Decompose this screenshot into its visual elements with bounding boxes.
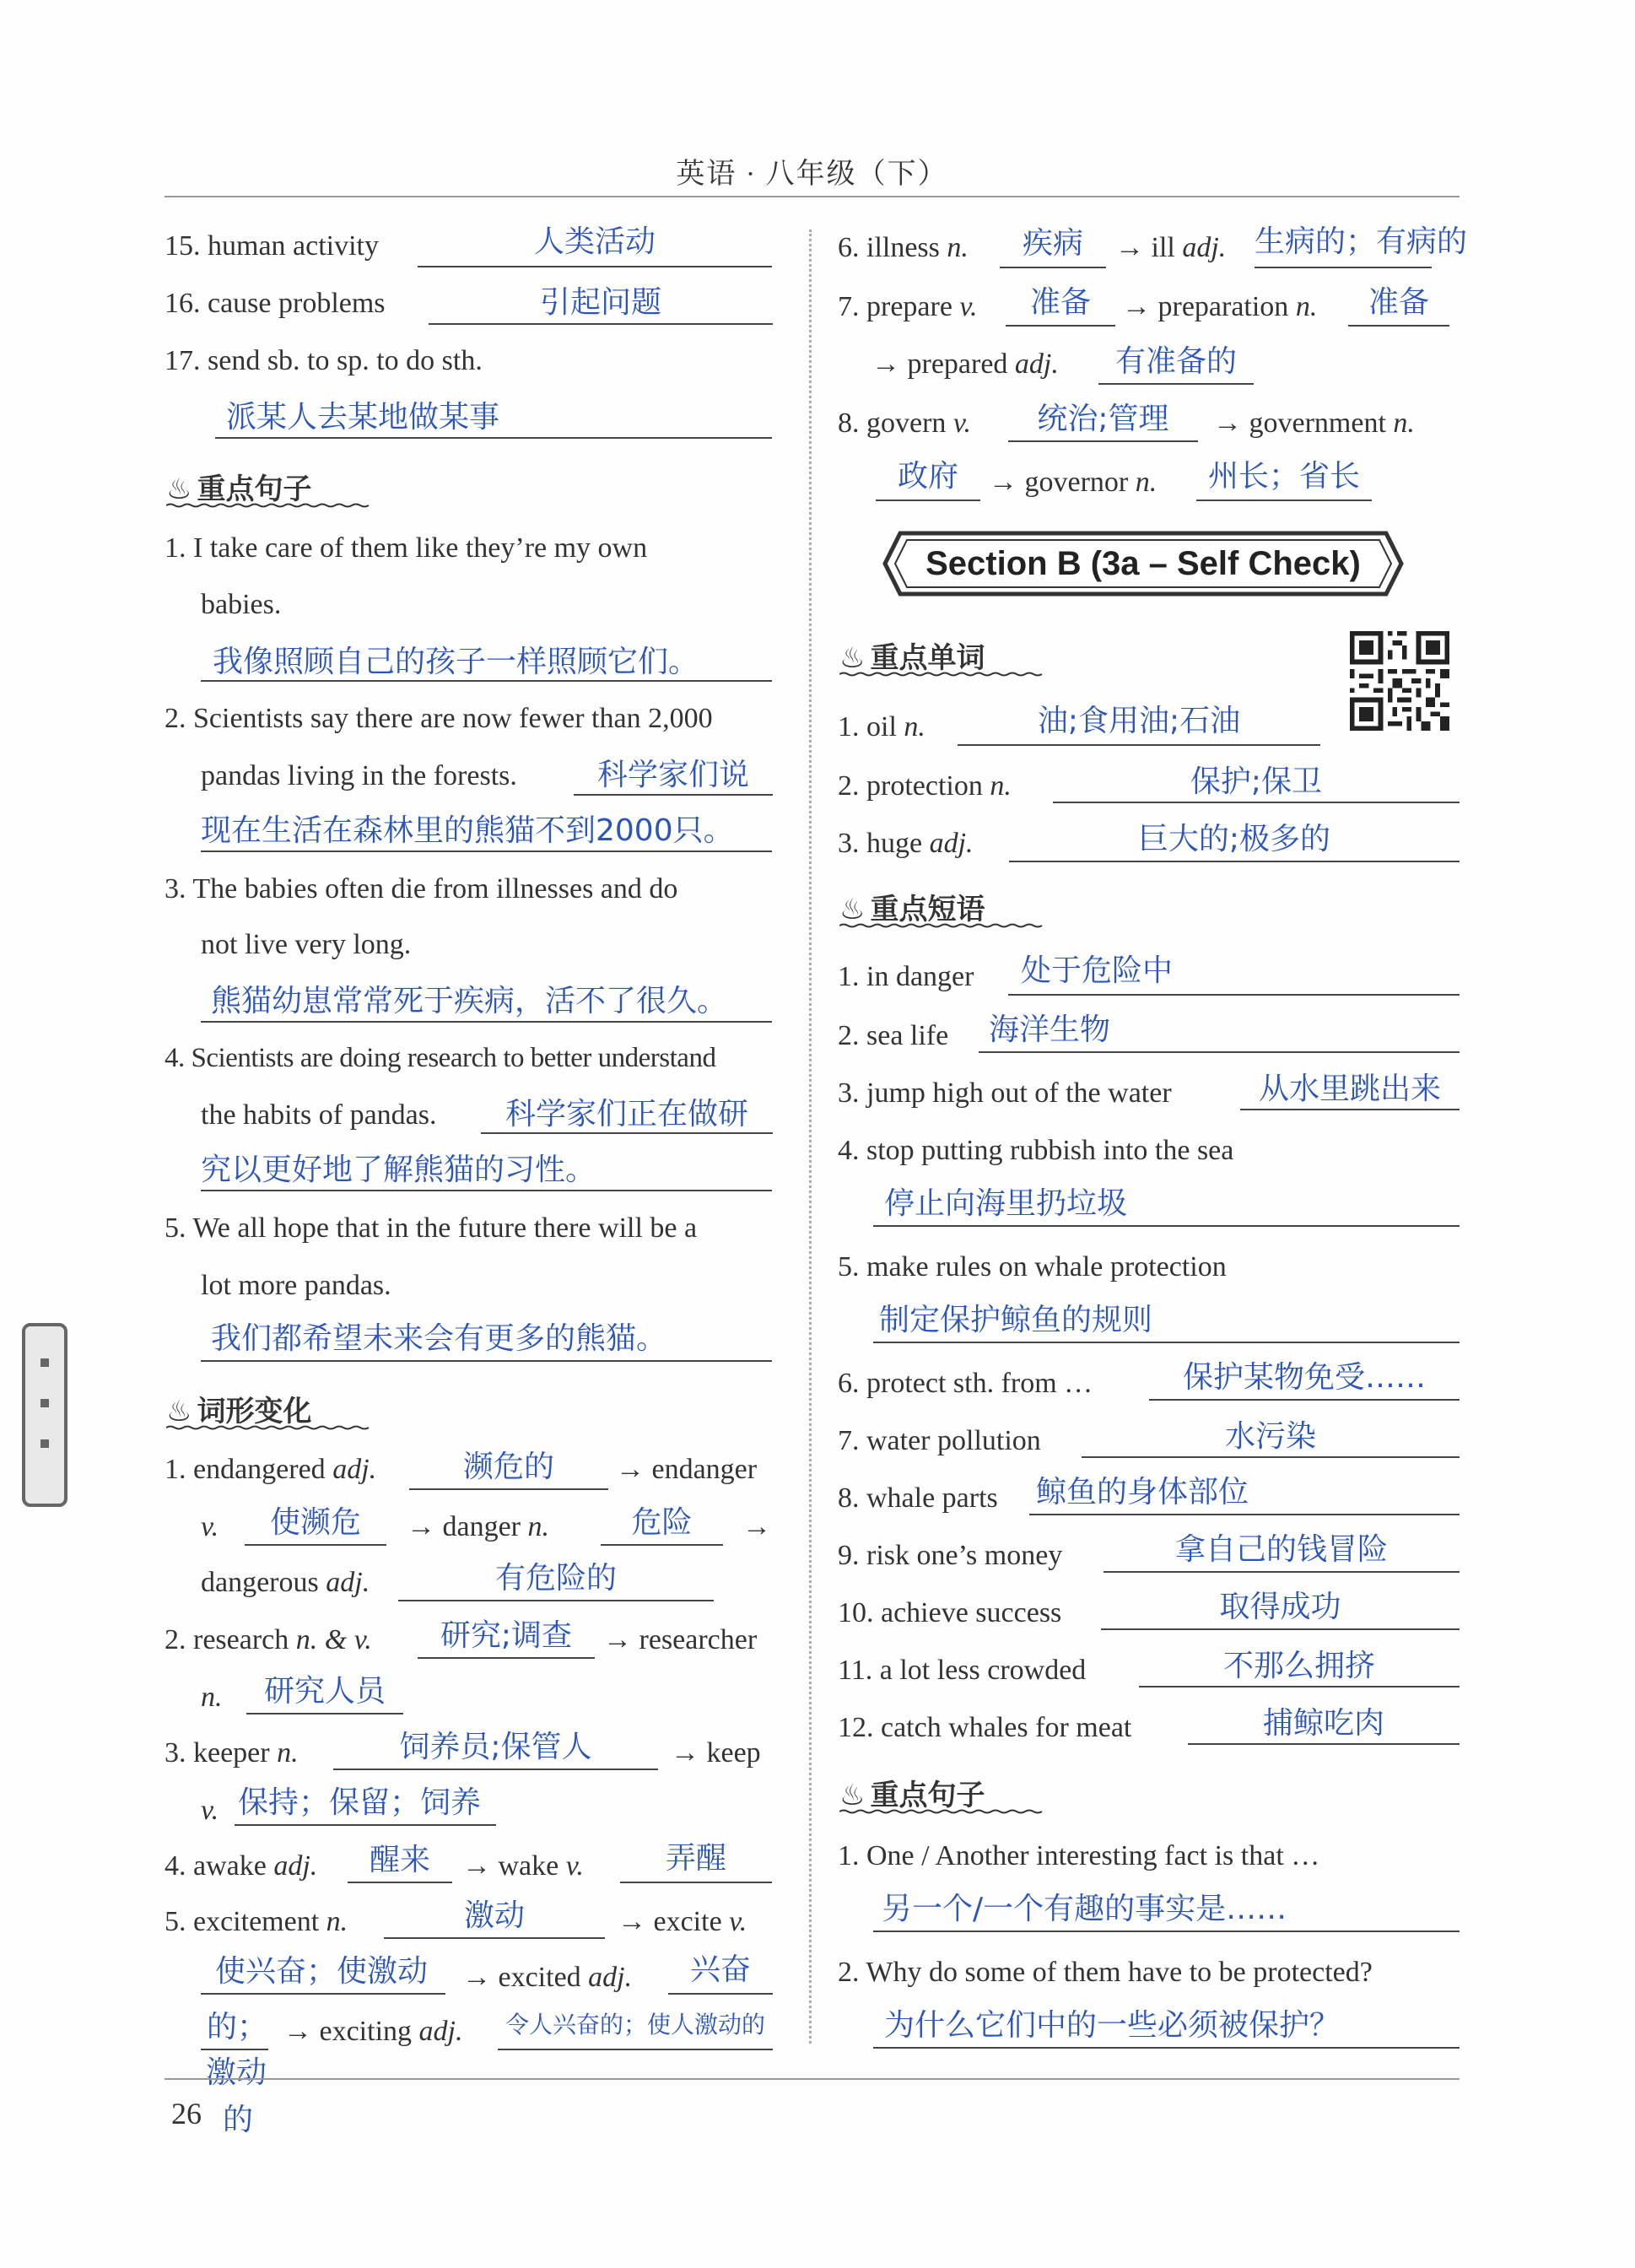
wordform-1-arrow2: → danger n. [407, 1511, 550, 1542]
answer-wf1-2: 使濒危 [269, 1505, 361, 1540]
wavy-underline [166, 1425, 373, 1430]
answer-wf1-1: 濒危的 [462, 1450, 554, 1484]
answer-line [958, 744, 1320, 746]
answer-line [384, 1937, 605, 1939]
answer-phrase-17: 派某人去某地做某事 [226, 400, 500, 435]
answer-line [873, 1930, 1460, 1932]
section-title-key-phrases: ♨ 重点短语 [839, 893, 985, 926]
wordform-7: 7. prepare v. [838, 291, 978, 322]
wavy-underline [839, 1809, 1046, 1814]
answer-wf2-1: 研究;调查 [440, 1618, 573, 1653]
answer-line [498, 2049, 773, 2050]
sentence-3-cont: not live very long. [201, 929, 412, 960]
phrase-r4: 4. stop putting rubbish into the sea [838, 1135, 1234, 1166]
wavy-underline [839, 672, 1046, 677]
phrase-15: 15. human activity [165, 230, 380, 262]
answer-word-1: 油;食用油;石油 [1037, 704, 1241, 738]
wordform-5-arrow: → excite v. [618, 1906, 747, 1937]
section-banner: Section B (3a – Self Check) [925, 545, 1361, 582]
sentence-5: 5. We all hope that in the future there will be a [165, 1212, 698, 1244]
answer-wf7-2: 准备 [1368, 285, 1429, 320]
answer-line [873, 2047, 1460, 2049]
answer-line [201, 1993, 445, 1995]
answer-phrase-r12: 捕鲸吃肉 [1262, 1706, 1384, 1741]
answer-wf1-3: 危险 [631, 1505, 693, 1540]
phrase-r5: 5. make rules on whale protection [838, 1251, 1227, 1282]
answer-wf5-2: 使兴奋；使激动 [215, 1954, 429, 1989]
answer-wf5-4b: 激动 [206, 2055, 267, 2090]
answer-wf6-1: 疾病 [1022, 226, 1083, 261]
wordform-5: 5. excitement n. [165, 1906, 348, 1937]
wordform-1-pos2: v. [201, 1511, 219, 1542]
phrase-r7: 7. water pollution [838, 1425, 1041, 1456]
steam-icon: ♨ [839, 1779, 866, 1812]
answer-line [1098, 383, 1254, 385]
wordform-1-line3: dangerous adj. [201, 1567, 370, 1598]
answer-line [668, 1993, 773, 1995]
answer-line [1101, 1628, 1460, 1630]
answer-sentence-r2: 为什么它们中的一些必须被保护？ [884, 2008, 1341, 2043]
answer-sentence-1: 我像照顾自己的孩子一样照顾它们。 [213, 645, 699, 679]
answer-line [235, 1824, 496, 1826]
answer-line [1029, 1514, 1460, 1515]
wordform-1: 1. endangered adj. [165, 1454, 377, 1485]
sentence-4: 4. Scientists are doing research to better understand [165, 1043, 716, 1073]
steam-icon: ♨ [839, 893, 866, 926]
wordform-4-arrow: → wake v. [462, 1850, 584, 1882]
answer-phrase-r10: 取得成功 [1219, 1590, 1341, 1624]
answer-line [481, 1132, 773, 1134]
phrase-r3: 3. jump high out of the water [838, 1077, 1172, 1109]
phrase-16: 16. cause problems [165, 288, 386, 319]
answer-line [201, 680, 772, 682]
answer-line [1149, 1399, 1460, 1401]
section-title-key-sentences: ♨ 重点句子 [166, 472, 312, 506]
answer-wf8-3: 州长；省长 [1207, 459, 1360, 494]
answer-wf7-1: 准备 [1029, 285, 1091, 320]
wordform-3-pos2: v. [201, 1795, 219, 1826]
answer-line [1240, 1109, 1460, 1110]
word-1: 1. oil n. [838, 711, 925, 742]
wordform-8-arrow: → government n. [1213, 408, 1415, 439]
answer-line [1188, 1743, 1460, 1745]
wordform-2: 2. research n. & v. [165, 1624, 372, 1655]
sentence-5-cont: lot more pandas. [201, 1270, 391, 1301]
answer-wf5-4: 令人兴奋的；使人激动的 [505, 2011, 765, 2038]
steam-icon: ♨ [839, 641, 866, 675]
answer-wf4-1: 醒来 [369, 1843, 430, 1877]
answer-sentence-r1: 另一个/一个有趣的事实是…… [882, 1892, 1287, 1926]
answer-phrase-r8: 鲸鱼的身体部位 [1036, 1475, 1249, 1509]
answer-wf5-1: 激动 [463, 1898, 525, 1933]
sentence-3: 3. The babies often die from illnesses and do [165, 873, 678, 904]
sentence-1: 1. I take care of them like they’re my own [165, 532, 648, 564]
answer-line [601, 1544, 723, 1546]
phrase-r9: 9. risk one’s money [838, 1540, 1063, 1571]
answer-line [348, 1882, 452, 1883]
arrow-icon: → [742, 1511, 771, 1542]
answer-wf6-2: 生病的；有病的 [1255, 224, 1468, 259]
section-title-word-forms: ♨ 词形变化 [166, 1395, 312, 1428]
answer-phrase-16: 引起问题 [539, 285, 661, 320]
wordform-7-arrow: → preparation n. [1122, 291, 1318, 322]
steam-icon: ♨ [166, 1395, 192, 1428]
wordform-6-arrow: → ill adj. [1115, 232, 1227, 263]
answer-line [1009, 861, 1460, 862]
word-3: 3. huge adj. [838, 828, 974, 859]
answer-line [1082, 1456, 1460, 1458]
answer-line [409, 1488, 608, 1490]
answer-phrase-r11: 不那么拥挤 [1222, 1649, 1375, 1683]
word-2: 2. protection n. [838, 770, 1012, 802]
wordform-3: 3. keeper n. [165, 1737, 299, 1768]
phrase-r2: 2. sea life [838, 1020, 949, 1051]
answer-line [873, 1225, 1460, 1227]
wordform-4: 4. awake adj. [165, 1850, 318, 1882]
answer-line [1006, 325, 1115, 327]
header-rule [165, 196, 1460, 197]
wordform-2-pos2: n. [201, 1682, 223, 1713]
answer-phrase-r3: 从水里跳出来 [1258, 1072, 1441, 1106]
answer-line [979, 1051, 1460, 1053]
sentence-r2: 2. Why do some of them have to be protected? [838, 1957, 1373, 1988]
page-header: 英语 · 八年级（下） [676, 159, 948, 190]
answer-line [418, 266, 772, 267]
answer-line [574, 794, 773, 796]
column-divider [809, 230, 812, 2044]
answer-phrase-r4: 停止向海里扔垃圾 [884, 1186, 1128, 1221]
answer-wf2-2: 研究人员 [263, 1674, 386, 1709]
answer-phrase-15: 人类活动 [533, 224, 656, 259]
answer-word-3: 巨大的;极多的 [1137, 822, 1331, 856]
answer-sentence-2a: 科学家们说 [596, 758, 749, 792]
answer-wf7-3: 有准备的 [1114, 344, 1237, 379]
answer-wf3-2: 保持；保留；饲养 [238, 1785, 482, 1820]
answer-line [201, 1360, 772, 1362]
answer-wf5-3b: 的； [207, 2010, 268, 2044]
answer-line [1000, 267, 1106, 268]
answer-line [246, 1713, 403, 1714]
answer-line [201, 1021, 772, 1023]
footer-rule [165, 2078, 1460, 2080]
answer-wf5-4c: 的 [223, 2103, 254, 2137]
wordform-5-arrow3: → exciting adj. [283, 2016, 463, 2047]
sentence-2-cont: pandas living in the forests. [201, 760, 517, 791]
answer-phrase-r7: 水污染 [1224, 1419, 1316, 1454]
answer-line [201, 1190, 772, 1191]
answer-sentence-5: 我们都希望未来会有更多的熊猫。 [211, 1321, 667, 1356]
answer-wf8-1: 统治;管理 [1037, 402, 1169, 436]
answer-line [245, 1544, 386, 1546]
sentence-1-cont: babies. [201, 589, 282, 620]
qr-code-icon [1350, 631, 1449, 731]
phrase-r12: 12. catch whales for meat [838, 1712, 1132, 1743]
sentence-r1: 1. One / Another interesting fact is that … [838, 1840, 1320, 1871]
answer-line [620, 1882, 772, 1883]
answer-line [418, 1657, 595, 1659]
phrase-17: 17. send sb. to sp. to do sth. [165, 345, 483, 376]
phrase-r11: 11. a lot less crowded [838, 1655, 1087, 1686]
answer-sentence-4a: 科学家们正在做研 [505, 1097, 748, 1131]
answer-line [215, 437, 772, 439]
wavy-underline [839, 923, 1046, 928]
answer-line [398, 1600, 714, 1601]
side-thumb-tab [22, 1323, 67, 1507]
answer-line [1103, 1571, 1460, 1573]
answer-line [1008, 994, 1460, 996]
answer-wf4-2: 弄醒 [665, 1841, 726, 1876]
wordform-7-arrow2: → prepared adj. [871, 348, 1059, 380]
answer-line [876, 500, 980, 501]
answer-line [1255, 267, 1432, 268]
answer-line [1196, 500, 1372, 501]
wavy-underline [166, 503, 373, 508]
steam-icon: ♨ [166, 472, 192, 506]
sentence-2: 2. Scientists say there are now fewer than 2,000 [165, 703, 713, 734]
wordform-1-arrow: → endanger [616, 1454, 758, 1485]
wordform-5-arrow2: → excited adj. [462, 1962, 633, 1993]
section-title-key-words: ♨ 重点单词 [839, 641, 985, 675]
answer-line [1053, 802, 1460, 803]
phrase-r8: 8. whale parts [838, 1482, 998, 1514]
section-title-key-sentences-2: ♨ 重点句子 [839, 1779, 985, 1812]
sentence-4-cont: the habits of pandas. [201, 1099, 437, 1131]
answer-phrase-r9: 拿自己的钱冒险 [1174, 1532, 1388, 1567]
answer-word-2: 保护;保卫 [1190, 764, 1323, 799]
answer-sentence-2b: 现在生活在森林里的熊猫不到2000只。 [201, 813, 734, 848]
answer-sentence-4b: 究以更好地了解熊猫的习性。 [201, 1153, 596, 1187]
wordform-8-arrow2: → governor n. [989, 467, 1157, 498]
answer-sentence-3: 熊猫幼崽常常死于疾病，活不了很久。 [211, 984, 728, 1018]
phrase-r6: 6. protect sth. from … [838, 1368, 1093, 1399]
answer-line [429, 323, 773, 325]
answer-wf3-1: 饲养员;保管人 [399, 1730, 592, 1764]
wordform-3-arrow: → keep [671, 1737, 761, 1768]
answer-line [333, 1768, 658, 1770]
answer-line [1348, 325, 1449, 327]
answer-phrase-r2: 海洋生物 [989, 1012, 1111, 1047]
answer-phrase-r5: 制定保护鲸鱼的规则 [879, 1303, 1153, 1337]
answer-line [1139, 1686, 1460, 1688]
answer-phrase-r1: 处于危险中 [1021, 953, 1174, 988]
phrase-r10: 10. achieve success [838, 1597, 1062, 1628]
answer-line [201, 850, 772, 852]
phrase-r1: 1. in danger [838, 961, 974, 992]
answer-wf5-3a: 兴奋 [689, 1952, 751, 1987]
answer-line [873, 1342, 1460, 1343]
page-number: 26 [171, 2097, 202, 2130]
wordform-8: 8. govern v. [838, 408, 971, 439]
answer-wf1-4: 有危险的 [494, 1561, 617, 1596]
answer-wf8-2: 政府 [897, 459, 958, 494]
answer-line [1008, 440, 1198, 442]
wordform-2-arrow: → researcher [603, 1624, 758, 1655]
answer-phrase-r6: 保护某物免受…… [1182, 1360, 1426, 1395]
wordform-6: 6. illness n. [838, 232, 969, 263]
